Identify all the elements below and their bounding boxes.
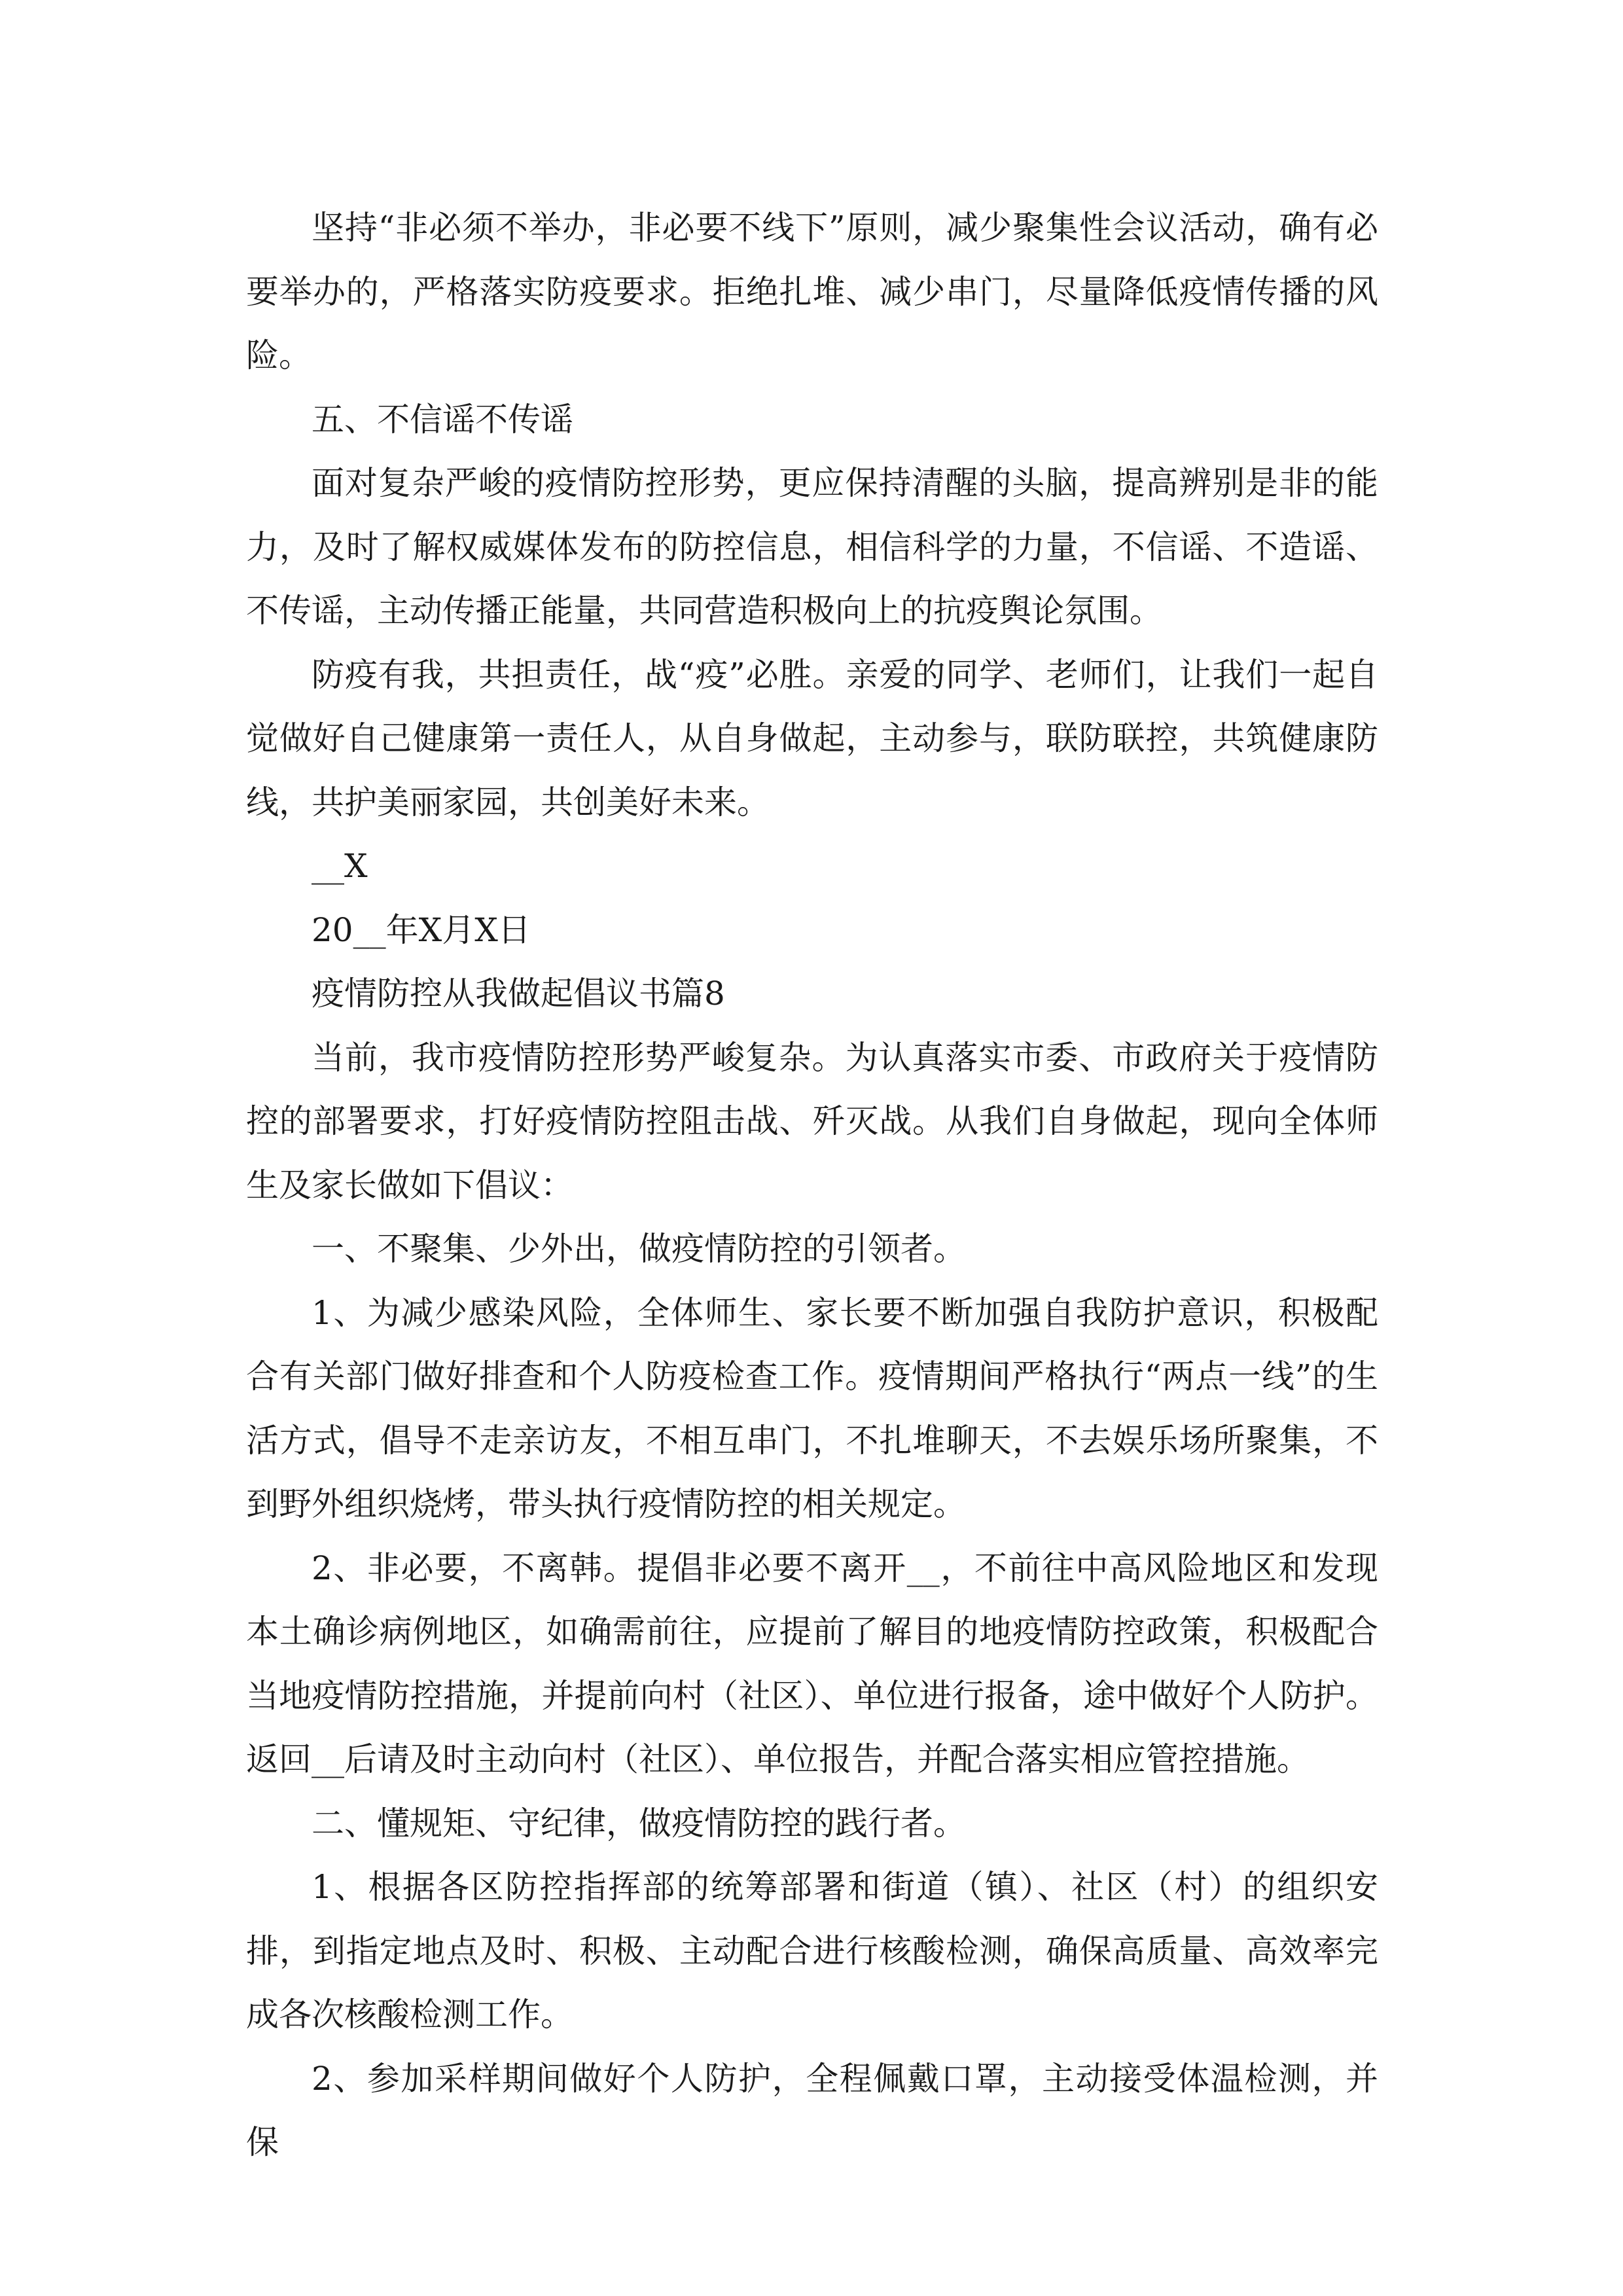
paragraph: 2、参加采样期间做好个人防护，全程佩戴口罩，主动接受体温检测，并保: [246, 2059, 1378, 2161]
paragraph: 坚持“非必须不举办，非必要不线下”原则，减少聚集性会议活动，确有必要举办的，严格落实防疫要求。拒绝扎堆、减少串门，尽量降低疫情传播的风险。: [246, 209, 1378, 374]
signature-placeholder: __X: [312, 847, 368, 885]
section-heading: 一、不聚集、少外出，做疫情防控的引领者。: [312, 1230, 966, 1268]
document-body: [246, 196, 1378, 2175]
paragraph: 1、根据各区防控指挥部的统筹部署和街道（镇）、社区（村）的组织安排，到指定地点及时、积极、主动配合进行核酸检测，确保高质量、高效率完成各次核酸检测工作。: [246, 1868, 1378, 2034]
paragraph: 1、为减少感染风险，全体师生、家长要不断加强自我防护意识，积极配合有关部门做好排查和个人防疫检查工作。疫情期间严格执行“两点一线”的生活方式，倡导不走亲访友，不相互串门，不扎堆聊天，不去娱乐场所聚集，不到野外组织烧烤，带头执行疫情防控的相关规定。: [246, 1293, 1378, 1523]
article-title: 疫情防控从我做起倡议书篇8: [312, 975, 725, 1013]
paragraph: 当前，我市疫情防控形势严峻复杂。为认真落实市委、市政府关于疫情防控的部署要求，打好疫情防控阻击战、歼灭战。从我们自身做起，现向全体师生及家长做如下倡议：: [246, 1038, 1378, 1204]
paragraph: 面对复杂严峻的疫情防控形势，更应保持清醒的头脑，提高辨别是非的能力，及时了解权威媒体发布的防控信息，相信科学的力量，不信谣、不造谣、不传谣，主动传播正能量，共同营造积极向上的抗疫舆论氛围。: [246, 464, 1378, 630]
paragraph: 防疫有我，共担责任，战“疫”必胜。亲爱的同学、老师们，让我们一起自觉做好自己健康第一责任人，从自身做起，主动参与，联防联控，共筑健康防线，共护美丽家园，共创美好未来。: [246, 655, 1378, 821]
section-heading: 二、懂规矩、守纪律，做疫情防控的践行者。: [312, 1804, 966, 1842]
paragraph: 2、非必要，不离韩。提倡非必要不离开__，不前往中高风险地区和发现本土确诊病例地区，如确需前往，应提前了解目的地疫情防控政策，积极配合当地疫情防控措施，并提前向村（社区）、单位进行报备，途中做好个人防护。返回__后请及时主动向村（社区）、单位报告，并配合落实相应管控措施。: [246, 1549, 1378, 1778]
date-line: 20__年X月X日: [312, 910, 531, 949]
section-heading: 五、不信谣不传谣: [312, 400, 573, 439]
